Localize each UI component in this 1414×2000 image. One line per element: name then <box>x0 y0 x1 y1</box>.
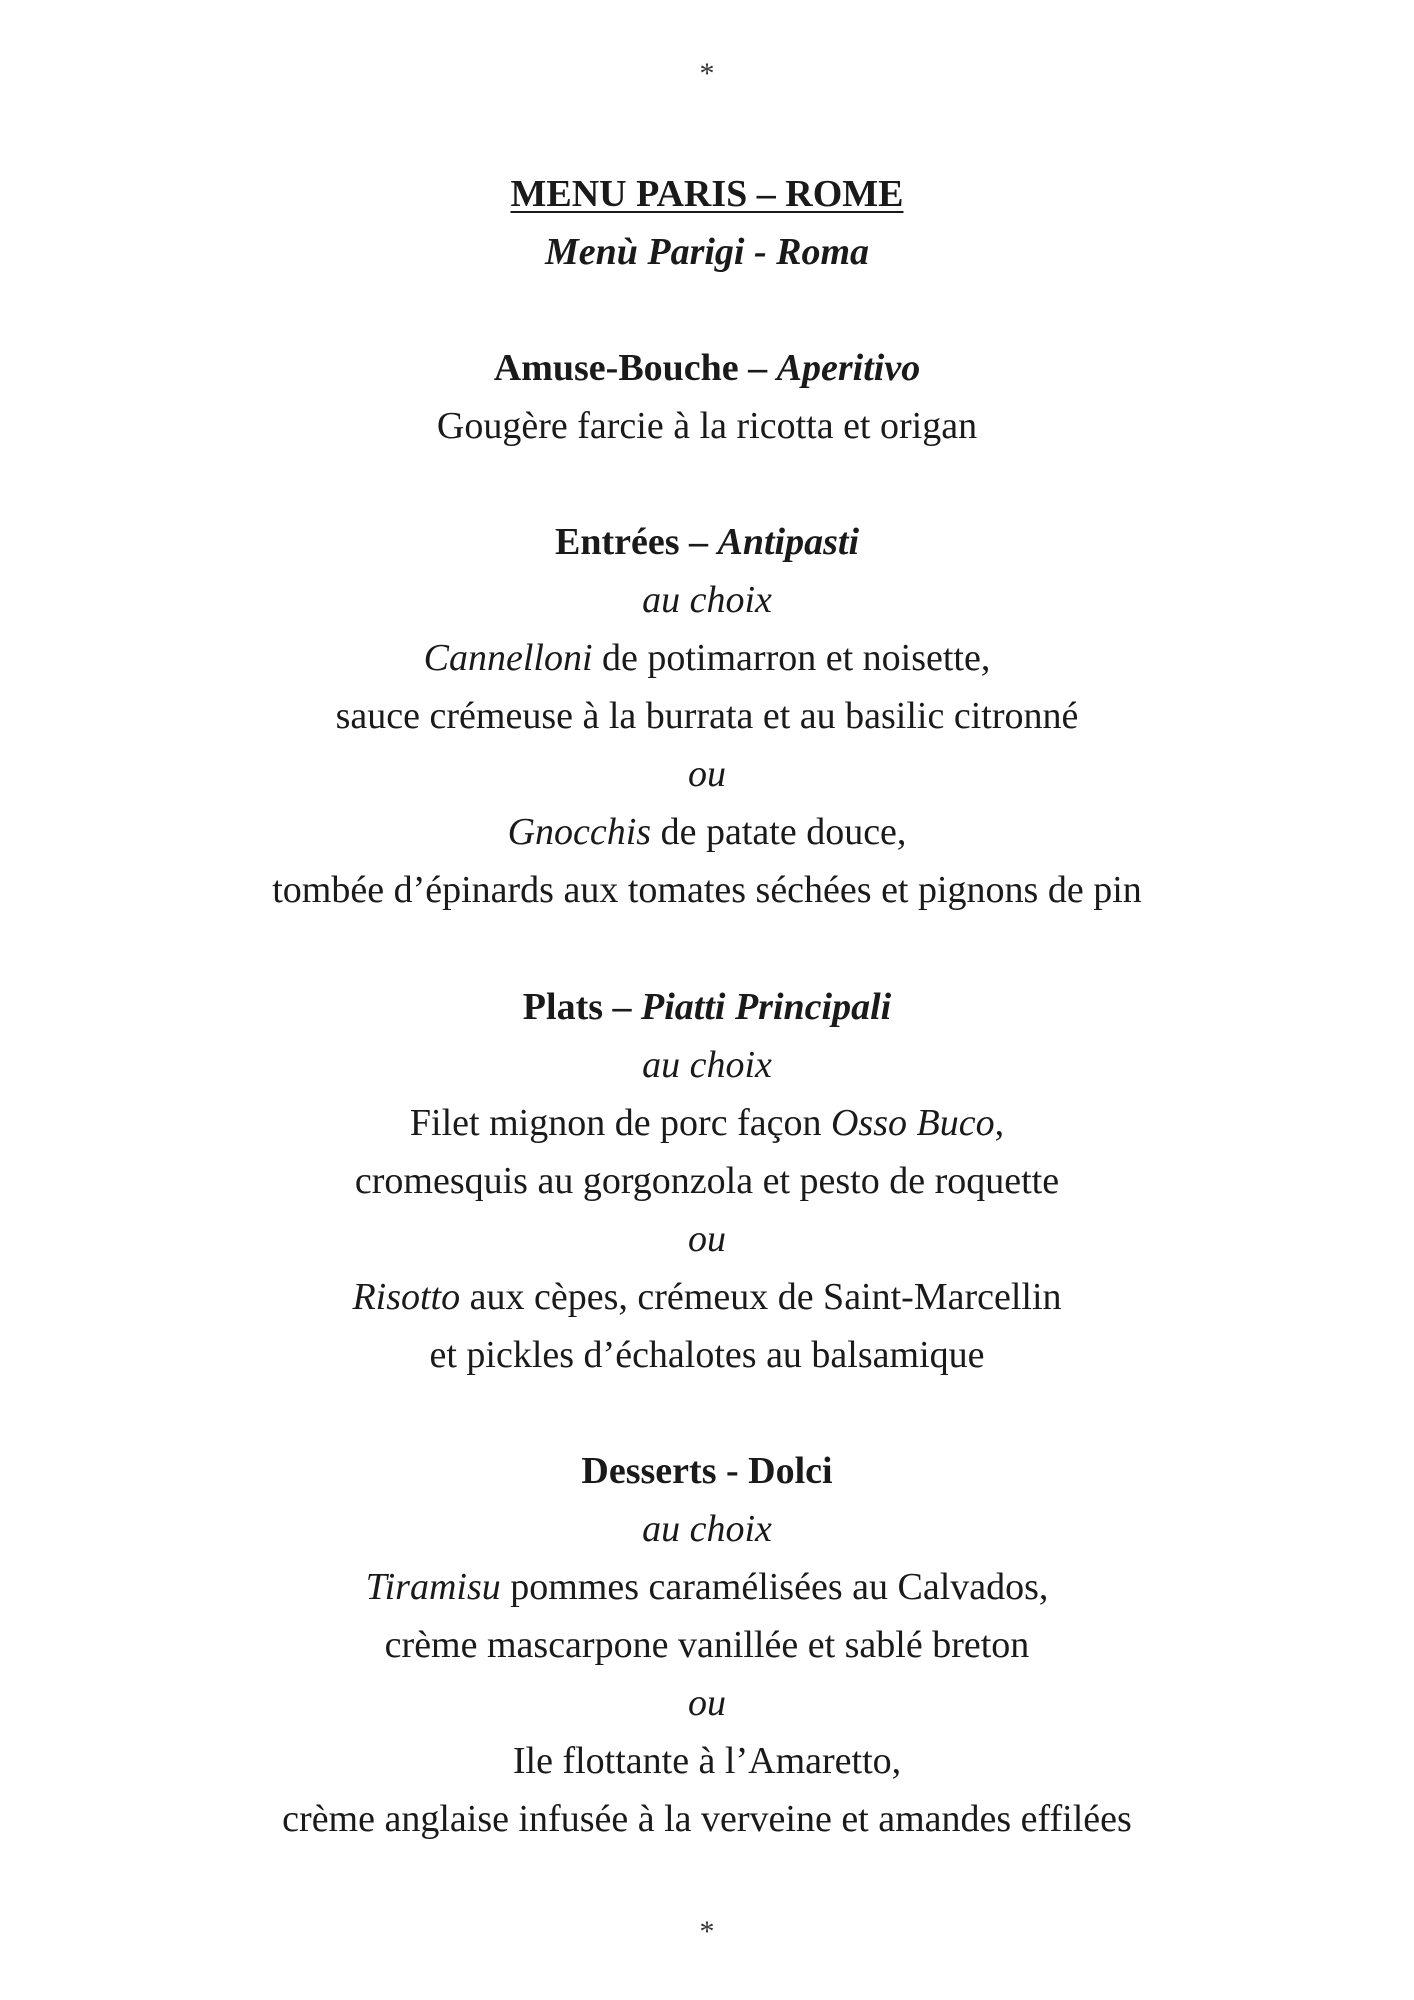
dish-description: aux cèpes, crémeux de Saint-Marcellin <box>460 1276 1062 1318</box>
dish-description: Filet mignon de porc façon <box>409 1102 831 1144</box>
heading-separator: – <box>738 347 777 389</box>
plats-option1-line2: cromesquis au gorgonzola et pesto de roquette <box>354 1160 1060 1202</box>
entrees-option2-line1 <box>0 810 1414 854</box>
heading-fr: Entrées <box>554 521 680 563</box>
dish-punctuation: , <box>994 1102 1005 1144</box>
desserts-option1-line1 <box>0 1565 1414 1609</box>
heading-fr: Plats <box>522 986 604 1028</box>
bottom-ornament: * <box>699 1915 715 1948</box>
heading-fr: Amuse-Bouche <box>493 347 739 389</box>
desserts-option2-line2: crème anglaise infusée à la verveine et amandes effilées <box>282 1798 1132 1840</box>
plats-option1-line1 <box>0 1101 1414 1145</box>
desserts-choice-note: au choix <box>642 1508 772 1550</box>
plats-option2-line1 <box>0 1275 1414 1319</box>
dish-italic-name: Osso Buco <box>830 1102 995 1144</box>
heading-separator: – <box>603 986 642 1028</box>
heading-it: Antipasti <box>717 521 860 563</box>
plats-or: ou <box>688 1218 726 1260</box>
desserts-or: ou <box>688 1682 726 1724</box>
heading-it: Piatti Principali <box>641 986 892 1028</box>
amuse-dish: Gougère farcie à la ricotta et origan <box>436 405 978 447</box>
entrees-or: ou <box>688 753 726 795</box>
entrees-option1-line1 <box>0 636 1414 680</box>
desserts-option1-line2: crème mascarpone vanillée et sablé breton <box>384 1624 1030 1666</box>
section-heading-entrees <box>0 520 1414 564</box>
plats-choice-note: au choix <box>642 1044 772 1086</box>
dish-italic-name: Tiramisu <box>365 1566 501 1608</box>
menu-subtitle: Menù Parigi - Roma <box>544 231 870 273</box>
dish-description: de patate douce, <box>651 811 907 853</box>
section-heading-amuse <box>0 346 1414 390</box>
entrees-option1-line2: sauce crémeuse à la burrata et au basilic citronné <box>335 695 1079 737</box>
desserts-option2-line1: Ile flottante à l’Amaretto, <box>512 1740 902 1782</box>
dish-italic-name: Risotto <box>352 1276 461 1318</box>
section-heading-plats <box>0 985 1414 1029</box>
section-heading-desserts: Desserts - Dolci <box>581 1450 833 1492</box>
dish-description: pommes caramélisées au Calvados, <box>500 1566 1049 1608</box>
entrees-choice-note: au choix <box>642 579 772 621</box>
heading-it: Aperitivo <box>776 347 921 389</box>
plats-option2-line2: et pickles d’échalotes au balsamique <box>429 1334 985 1376</box>
dish-description: de potimarron et noisette, <box>592 637 991 679</box>
dish-italic-name: Gnocchis <box>507 811 652 853</box>
menu-title: MENU PARIS – ROME <box>510 173 904 215</box>
top-ornament: * <box>699 57 715 90</box>
heading-separator: – <box>679 521 718 563</box>
entrees-option2-line2: tombée d’épinards aux tomates séchées et pignons de pin <box>272 869 1142 911</box>
dish-italic-name: Cannelloni <box>423 637 593 679</box>
